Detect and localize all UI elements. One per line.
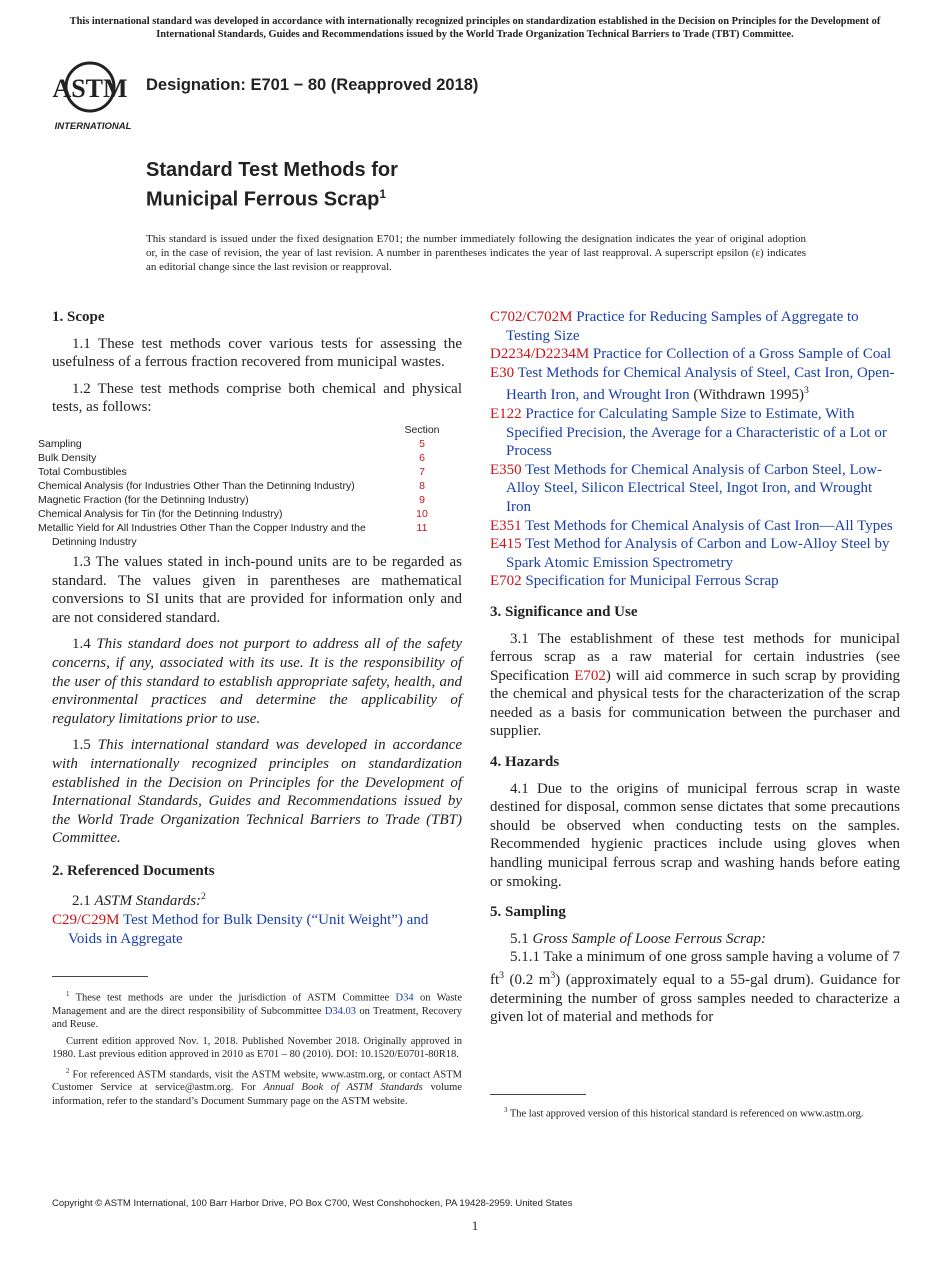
ref-e351[interactable]: E351 Test Methods for Chemical Analysis of Cast Iron—All Types <box>490 517 893 534</box>
top-note: This international standard was developed in accordance with internationally recognized principles on standardization established in the Decision on Principles for the Development of International Standards, Guides and Recommendations issued by the World Trade Organization Technical Barriers to Trade (TBT) Committee. <box>69 16 881 40</box>
ref-c702[interactable]: C702/C702M Practice for Reducing Samples of Aggregate to Testing Size <box>490 309 859 344</box>
para-3-1: 3.1 The establishment of these test methods for municipal ferrous scrap as a raw material for certain industries (see Specification E702) will aid commerce in such scrap by providing the chemical and physical tests for the characterization of the scrap needed as a basis for communication between the purchaser and supplier. <box>490 630 900 740</box>
designation: Designation: E701 − 80 (Reapproved 2018) <box>146 76 479 94</box>
footnote-edition: Current edition approved Nov. 1, 2018. Published November 2018. Originally approved in 1980. Last previous edition approved in 2010 as E701 – 80 (2010). DOI: 10.1520/E0701-80R18. <box>52 1035 462 1061</box>
refdocs-heading: 2. Referenced Documents <box>52 862 215 879</box>
table-row: Sampling 5 <box>38 437 425 450</box>
ref-e122[interactable]: E122 Practice for Calculating Sample Size to Estimate, With Specified Precision, the Average for a Characteristic of a Lot or Process <box>490 405 887 460</box>
link-e702[interactable]: E702 <box>574 667 606 684</box>
astm-logo <box>52 57 134 133</box>
link-d34-03[interactable]: D34.03 <box>324 1005 357 1017</box>
footnote-rule <box>52 976 148 977</box>
table-row: Chemical Analysis (for Industries Other Than the Detinning Industry) 8 <box>38 479 425 492</box>
sampling-heading: 5. Sampling <box>490 904 566 921</box>
ref-d2234[interactable]: D2234/D2234M Practice for Collection of a Gross Sample of Coal <box>490 346 892 363</box>
title-footnote-ref[interactable]: 1 <box>379 187 387 201</box>
footnotes <box>52 988 462 1111</box>
section-table <box>38 423 452 549</box>
footnote-1: $^1$ These test methods are under the jurisdiction of ASTM Committee D34 on Waste Management and are the direct responsibility of Subcommittee D34.03 on Treatment, Recovery and Reuse. <box>52 991 462 1031</box>
para-1-4: 1.4 This standard does not purport to address all of the safety concerns, if any, associated with its use. It is the responsibility of the user of this standard to establish appropriate safety, health, and environmental practices and determine the applicability of regulatory limitations prior to use. <box>52 636 463 727</box>
para-2-1: 2.1 ASTM Standards:$^2$ <box>72 891 206 910</box>
para-1-1: 1.1 These test methods cover various tests for assessing the usefulness of a ferrous fraction recovered from municipal wastes. <box>52 335 462 371</box>
footnote-3: $^3$ The last approved version of this historical standard is referenced on www.astm.org. <box>504 1107 864 1120</box>
page-title <box>146 158 398 212</box>
para-1-5: 1.5 This international standard was developed in accordance with internationally recognized principles on standardization established in the Decision on Principles for the Development of International Standards, Guides and Recommendations issued by the World Trade Organization Technical Barriers to Trade (TBT) Committee. <box>52 737 463 847</box>
svg-text:ASTM: ASTM <box>52 74 128 103</box>
ref-e30[interactable]: E30 Test Methods for Chemical Analysis of Steel, Cast Iron, Open-Hearth Iron, and Wrought Iron (Withdrawn 1995)$^3$ <box>490 364 895 404</box>
left-column <box>38 308 463 948</box>
right-column <box>490 308 900 1027</box>
table-row: Total Combustibles 7 <box>38 465 425 478</box>
para-5-1: 5.1 Gross Sample of Loose Ferrous Scrap: <box>510 930 766 947</box>
table-row: Bulk Density 6 <box>38 451 425 464</box>
ref-e415[interactable]: E415 Test Method for Analysis of Carbon and Low-Alloy Steel by Spark Atomic Emission Spectrometry <box>490 536 890 571</box>
ref-e702[interactable]: E702 Specification for Municipal Ferrous Scrap <box>490 573 779 590</box>
link-d34[interactable]: D34 <box>395 992 414 1004</box>
issued-note: This standard is issued under the fixed designation E701; the number immediately following the designation indicates the year of original adoption or, in the case of revision, the year of last revision. A number in parentheses indicates the year of last reapproval. A superscript epsilon (ε) indicates an editorial change since the last revision or reapproval. <box>146 233 806 273</box>
table-row: Chemical Analysis for Tin (for the Detinning Industry) 10 <box>38 507 428 520</box>
para-1-3: 1.3 The values stated in inch-pound units are to be regarded as standard. The values given in parentheses are mathematical conversions to SI units that are provided for information only and are not considered standard. <box>52 553 462 626</box>
section-column-header: Section <box>404 423 440 436</box>
hazards-heading: 4. Hazards <box>490 754 560 771</box>
table-row: Magnetic Fraction (for the Detinning Industry) 9 <box>38 493 425 506</box>
ref-e350[interactable]: E350 Test Methods for Chemical Analysis of Carbon Steel, Low-Alloy Steel, Silicon Electrical Steel, Ingot Iron, and Wrought Iron <box>490 461 882 515</box>
para-5-1-1: 5.1.1 Take a minimum of one gross sample having a volume of 7 $ft^3$ (0.2 $m^3$) (approximately equal to a 55-gal drum). Guidance for determining the number of gross samples needed to characterize a given lot of material and methods for <box>490 949 900 1026</box>
scope-heading: 1. Scope <box>52 309 105 325</box>
footnote-rule-right <box>490 1094 586 1095</box>
significance-heading: 3. Significance and Use <box>490 603 638 620</box>
title-line-2: Municipal Ferrous Scrap <box>146 188 380 211</box>
title-line-1: Standard Test Methods for <box>146 159 398 181</box>
svg-text:INTERNATIONAL: INTERNATIONAL <box>54 121 132 132</box>
para-4-1: 4.1 Due to the origins of municipal ferrous scrap in waste destined for disposal, common sense dictates that some precautions should be observed when conducting tests on the samples. Recommended hygienic practices include using gloves when handling municipal ferrous scrap and washing hands before eating or smoking. <box>490 780 900 890</box>
copyright: Copyright © ASTM International, 100 Barr Harbor Drive, PO Box C700, West Conshohocken, PA 19428-2959. United States <box>52 1198 573 1209</box>
footnote-2: $^2$ For referenced ASTM standards, visit the ASTM website, www.astm.org, or contact ASTM Customer Service at service@astm.org. For Annual Book of ASTM Standards volume information, refer to the standard’s Document Summary page on the ASTM website. <box>52 1067 463 1107</box>
para-1-2: 1.2 These test methods comprise both chemical and physical tests, as follows: <box>52 380 462 416</box>
page-number: 1 <box>471 1218 479 1233</box>
table-row: Metallic Yield for All Industries Other Than the Copper Industry and the Detinning Industry 11 <box>38 521 428 548</box>
ref-c29[interactable]: C29/C29M Test Method for Bulk Density (“Unit Weight”) and Voids in Aggregate <box>52 912 429 947</box>
